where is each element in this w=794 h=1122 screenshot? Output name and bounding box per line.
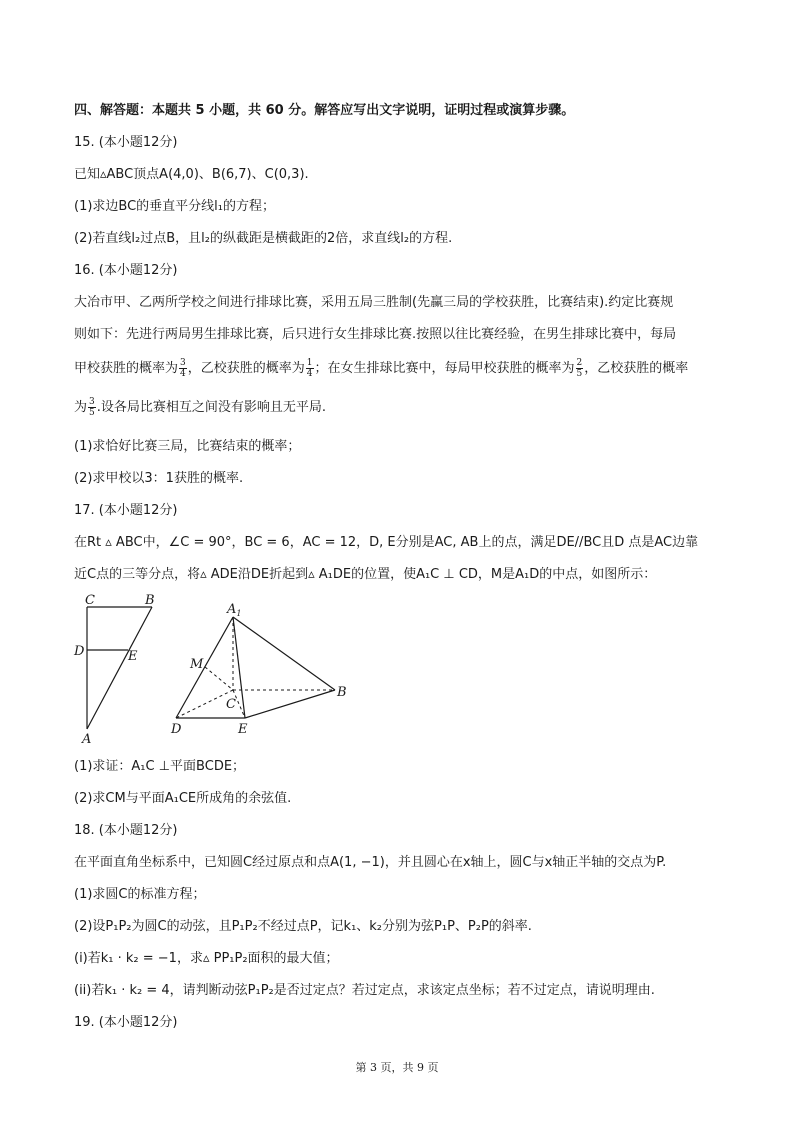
q16-line1: 大冶市甲、乙两所学校之间进行排球比赛，采用五局三胜制(先赢三局的学校获胜，比赛结束).约定比赛规 (74, 295, 674, 310)
q16-line3-a: 甲校获胜的概率为 (74, 361, 179, 376)
q16-line3-c: ；在女生排球比赛中，每局甲校获胜的概率为 (314, 361, 575, 376)
q16-header: 16. (本小题12分) (74, 263, 178, 278)
label-b: B (337, 685, 347, 700)
q18-stem: 在平面直角坐标系中，已知圆C经过原点和点A(1, −1)，并且圆心在x轴上，圆C与x轴正半轴的交点为P. (74, 855, 667, 870)
section-title: 四、解答题：本题共 5 小题，共 60 分。解答应写出文字说明，证明过程或演算步骤。 (74, 103, 575, 118)
q17-line1: 在Rt ▵ ABC中，∠C = 90°，BC = 6，AC = 12，D, E分别是AC, AB上的点，满足DE//BC且D 点是AC边靠 (74, 535, 699, 550)
fraction-numerator: 3 (89, 397, 95, 407)
q16-line4 (74, 394, 754, 422)
q15-part2: (2)若直线l₂过点B，且l₂的纵截距是横截距的2倍，求直线l₂的方程. (74, 231, 453, 246)
q18-part1: (1)求圆C的标准方程； (74, 887, 206, 902)
fraction-denominator: 5 (576, 369, 583, 379)
q17-part1: (1)求证：A₁C ⊥平面BCDE； (74, 759, 246, 774)
q18-header: 18. (本小题12分) (74, 823, 178, 838)
q15-part1: (1)求边BC的垂直平分线l₁的方程； (74, 199, 276, 214)
fraction-denominator: 5 (89, 408, 95, 418)
q18-part2: (2)设P₁P₂为圆C的动弦，且P₁P₂不经过点P，记k₁、k₂分别为弦P₁P、P₂P的斜率. (74, 919, 532, 934)
label-a: A (82, 732, 92, 747)
fraction-denominator: 4 (306, 369, 313, 379)
label-m: M (190, 657, 204, 672)
fraction-3-4 (179, 358, 187, 379)
label-d: D (74, 644, 85, 659)
triangle-lines (87, 607, 152, 729)
fraction-denominator: 4 (180, 369, 186, 379)
q15-stem: 已知▵ABC顶点A(4,0)、B(6,7)、C(0,3). (74, 167, 309, 182)
figure-triangle-abc (70, 590, 170, 750)
q17-part2: (2)求CM与平面A₁CE所成角的余弦值. (74, 791, 292, 806)
label-b: B (145, 593, 155, 608)
label-e: E (128, 649, 138, 664)
fraction-numerator: 1 (306, 358, 313, 368)
figure-folded-pyramid (165, 596, 355, 741)
q16-part2: (2)求甲校以3：1获胜的概率. (74, 471, 244, 486)
q16-line3-d: ，乙校获胜的概率 (584, 361, 689, 376)
fraction-2-5 (576, 358, 584, 379)
fraction-numerator: 3 (180, 358, 186, 368)
q15-header: 15. (本小题12分) (74, 135, 178, 150)
label-c: C (226, 697, 236, 712)
q19-header: 19. (本小题12分) (74, 1015, 178, 1030)
q16-line3 (74, 355, 754, 383)
label-e: E (238, 722, 248, 737)
q17-line2: 近C点的三等分点，将▵ ADE沿DE折起到▵ A₁DE的位置，使A₁C ⊥ CD，M是A₁D的中点，如图所示： (74, 567, 657, 582)
q18-part2-ii: (ii)若k₁ · k₂ = 4，请判断动弦P₁P₂是否过定点？若过定点，求该定点坐标；若不过定点，请说明理由. (74, 983, 655, 998)
q16-line2: 则如下：先进行两局男生排球比赛，后只进行女生排球比赛.按照以往比赛经验，在男生排球比赛中，每局 (74, 327, 677, 342)
q16-line4-a: 为 (74, 400, 88, 415)
fraction-3-5 (88, 397, 96, 418)
q17-header: 17. (本小题12分) (74, 503, 178, 518)
q16-line3-b: ，乙校获胜的概率为 (187, 361, 305, 376)
label-d: D (171, 722, 182, 737)
fraction-1-4 (306, 358, 314, 379)
q16-line4-b: .设各局比赛相互之间没有影响且无平局. (96, 400, 327, 415)
page-footer: 第 3 页，共 9 页 (355, 1061, 439, 1074)
label-a1: $A_1$ (227, 602, 242, 618)
q18-part2-i: (i)若k₁ · k₂ = −1，求▵ PP₁P₂面积的最大值； (74, 951, 339, 966)
fraction-numerator: 2 (576, 358, 583, 368)
label-c: C (85, 593, 95, 608)
q16-part1: (1)求恰好比赛三局，比赛结束的概率； (74, 439, 301, 454)
